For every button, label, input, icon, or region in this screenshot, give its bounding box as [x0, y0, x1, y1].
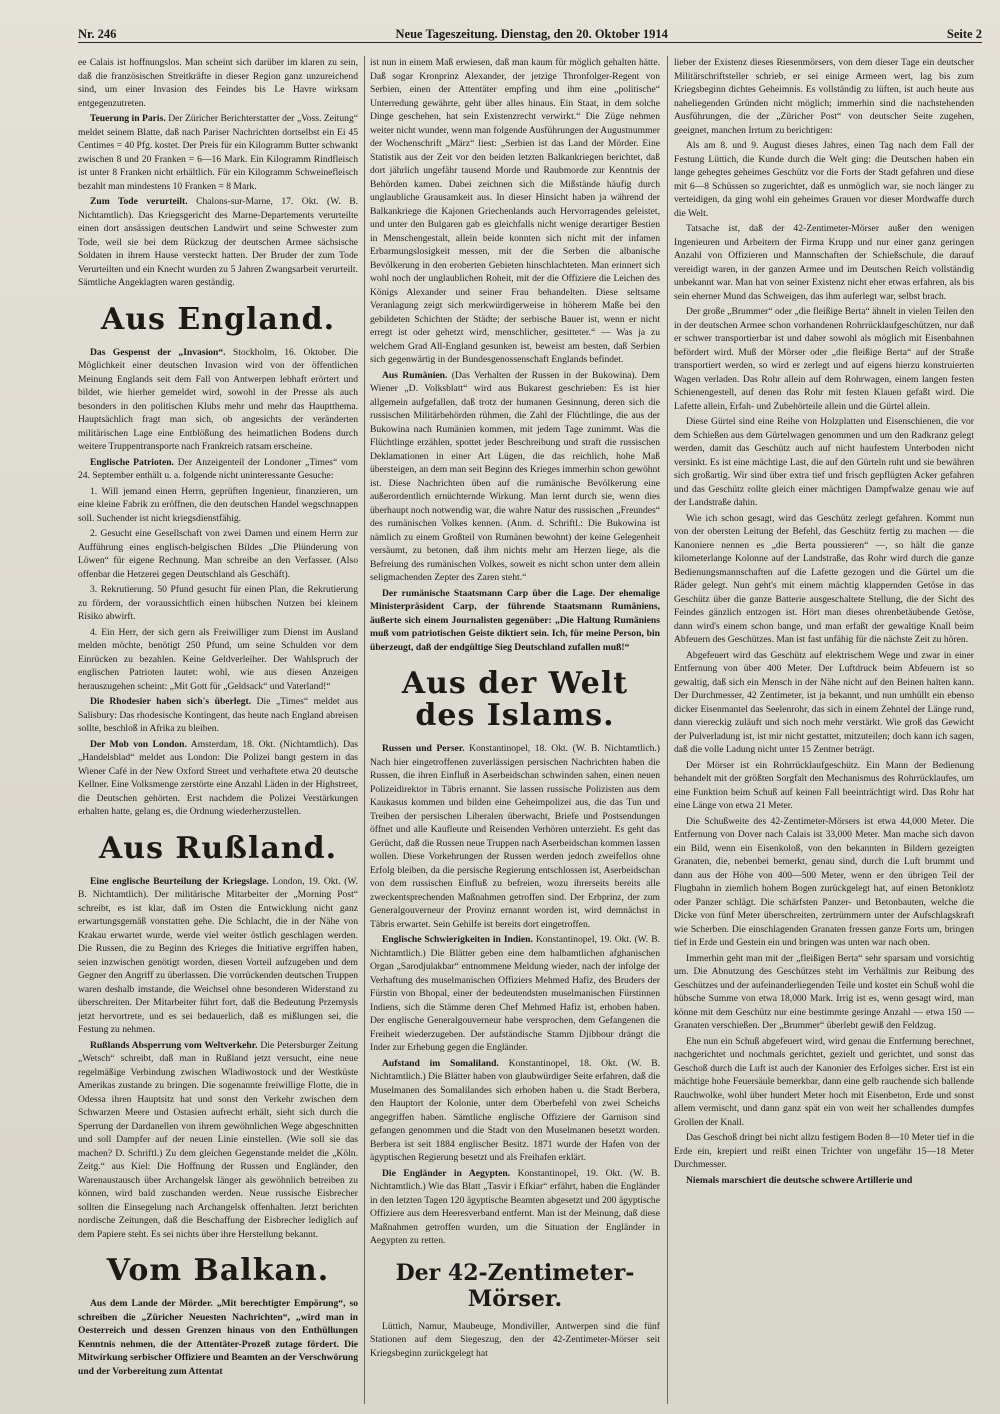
column-rule-2 — [667, 56, 668, 1404]
article-text: Konstantinopel, 18. Okt. (W. B. Nichtamtlich.) Die Blätter haben von glaubwürdiger Seite erfahren, daß die Muselmanen des Somalilandes sich erhoben haben u. die Stadt Berbera, den Hauptort der Kolonie, unter dem Oberbefehl von zwei Scheichs angegriffen haben. Sämtliche englische Offiziere der Garnison sind gefangen genommen und die Stadt von den Muselmanen besetzt worden. Berbera ist seit 1884 englischer Besitz. 1871 wurde der Hafen von der ägyptischen Regierung besetzt und als Freihafen erklärt. — [370, 1057, 660, 1163]
article-text: Stockholm, 16. Oktober. Die Möglichkeit einer deutschen Invasion wird von der öffentlichen Meinung Englands seit dem Fall von Antwerpen lebhaft erörtert und bildet, wie hierher gemeldet wird, sowohl in der Presse als auch besonders in den politischen Klubs mehr und mehr das Hauptthema. Hauptsächlich fragt man sich, ob angesichts der veränderten militärischen Lage eine Entblößung des heimatlichen Bodens durch weitere Truppentransporte nach Frankreich ratsam erscheine. — [78, 346, 358, 452]
section-heading-england: Aus England. — [100, 301, 336, 337]
article-lead: Zum Tode verurteilt. — [90, 196, 188, 207]
article-text: Die „Times“ meldet aus Salisbury: Das rhodesische Kontingent, das heute nach England abreisen sollte, beschloß in Afrika zu bleiben. — [78, 696, 358, 734]
article-lead: Aus Rumänien. — [382, 369, 448, 381]
article-text: Ehe nun ein Schuß abgefeuert wird, wird genau die Entfernung berechnet, nachgerichtet und nochmals gerichtet, gezielt und gerichtet, und sonst das Geschoß durch die Luft ist auch der Kanonier des Erfolges sicher. Erst ist ein mächtige hohe Feuersäule bemerkbar, dann eine gelb rauchende sich ballende Rauchwolke, wohl über hundert Meter hoch mit Eisenbeton, Erde und sonst allem vermischt, und dann ganz spät ein von weit her schallendes dumpfes Grollen der Knall. — [674, 1035, 974, 1128]
section-heading-islam: Aus der Welt des Islams. — [401, 666, 629, 733]
column-rule-1 — [364, 56, 365, 1404]
article-text: Die Schußweite des 42-Zentimeter-Mörsers ist etwa 44,000 Meter. Die Entfernung von Dover nach Calais ist 33,000 Meter. Man mache sich davon ein Bild, wenn ein Eisenkoloß, von den bekannten in Bildern gezeigten Granaten, die, nebenbei bemerkt, genau sind, durch die Luft brummt und dann aus der Höhe von 400—500 Meter, wenn er den übrigen Teil der Flugbahn in ziemlich hohem Bogen zurückgelegt hat, auf einen Betonklotz oder Panzer schlägt. Die schärfsten Panzer- und Betonbauten, welche die Dicke von fünf Meter überschreiten, zertrümmern unter der Aufschlagskraft wie Scherben. Die einschlagenden Granaten fressen ganze Forts um, bringen tief in Erde und Gestein ein und bringen was unten war nach oben. — [674, 815, 974, 948]
section-heading-balkan: Vom Balkan. — [106, 1253, 330, 1288]
article-text: Als am 8. und 9. August dieses Jahres, einen Tag nach dem Fall der Festung Lüttich, die Kunde durch die Welt ging: die Deutschen haben ein lange gehegtes geheimes Geschütz vor die Forts der Stadt gefahren und diese mit 6—8 Schüssen so zugerichtet, daß es unmöglich war, sie noch länger zu verteidigen, da ging wohl ein geheimes Grauen vor dieser Mordwaffe durch die Welt. — [674, 140, 974, 219]
article-text: 2. Gesucht eine Gesellschaft von zwei Damen und einem Herrn zur Aufführung eines englisch-belgischen Bildes „Die Plünderung von Löwen“ für eigene Rechnung. Man schreibe an den Verfasser. (Also offenbar die Hetzerei gegen Deutschland als Geschäft). — [78, 528, 358, 580]
article-lead: Rußlands Absperrung vom Weltverkehr. — [90, 1039, 258, 1051]
article-text: Der ehemalige Ministerpräsident Carp, der führende Staatsmann Rumäniens, äußerte sich einem Journalisten gegenüber: „Die Haltung Rumäniens muß vom patriotischen Geiste diktiert sein. Ich, für meine Person, bin überzeugt, daß der endgültige Sieg Deutschland zufallen muß!“ — [370, 587, 660, 653]
article-text: ist nun in einem Maß erwiesen, daß man kaum für möglich gehalten hätte. Daß sogar Kronprinz Alexander, der jetzige Thronfolger-Regent von Serbien, einen der Attentäter empfing und ihm eine „politische“ Unterredung gewährte, geht über alles hinaus. Ein Staat, in dem solche Dinge geschehen, hat sein Existenzrecht verwirkt.“ Die Züge nehmen weiter nicht wunder, wenn man folgende Ausführungen der Augustnummer der Wochenschrift „März“ liest: „Serbien ist das Land der Mörder. Eine Statistik aus der Zeit vor den beiden letzten Balkankriegen berichtet, daß dort jährlich ungefähr tausend Morde und Raubmorde zur Kenntnis der Behörden kamen. Dabei zeichnen sich die Mißstände häufig durch unglaubliche Grausamkeit aus. In dieser Hinsicht haben ja während der Balkankriege die Kajonen Griechenlands auch Hervorragendes geleistet, und unter den Bulgaren gab es gleichfalls nicht wenige derartiger Bestien in Menschengestalt, allein beide konnten sich nicht mit der infamen Erbarmungslosigkeit messen, mit der die Serben die albanische Bevölkerung in den eroberten Gebieten hinschlachteten. Man erinnert sich wohl noch der unglaublichen Roheit, mit der die Offiziere die Leichen des Königs Alexander und seiner Frau behandelten. Diese seltsame Veranlagung zeigt sich merkwürdigerweise in höherem Maße bei den gebildeten Schichten der Städte; der serbische Bauer ist, wenn er nicht erregt ist oder gehetzt wird, menschlicher, gesitteter.“ — Was ja zu welchem Grad All-England gesunken ist, beweist am besten, daß Serbien sich gegenwärtig in der Bundesgenossenschaft Englands befindet. — [370, 57, 660, 365]
article-paragraph — [78, 1039, 358, 1242]
article-text: Konstantinopel, 18. Okt. (W. B. Nichtamtlich.) Nach hier eingetroffenen zuverlässigen persischen Nachrichten haben die Russen, die ihren Einfluß in Aserbeidschan schwinden sahen, einen neuen Polizeidirektor in Täbris ernannt. Sie lassen russische Polizisten aus dem Kaukasus kommen und bilden eine Geheimpolizei aus, die das Tun und Treiben der persischen Liberalen überwacht, Briefe und Postsendungen öffnet und alle Kaufleute und Reisenden Verhören unterzieht. Es geht das Gerücht, daß die Russen neue Truppen nach Aserbeidschan kommen lassen wollen. Diese Vorkehrungen der Russen werden jedoch zweifellos ohne Erfolg bleiben, da die persische Regierung entschlossen ist, Aserbeidschan von dem russischen Einfluß zu befreien, wozu ihrerseits bereits alle zweckentsprechenden Maßnahmen getroffen sind. Der Erbprinz, der zum Generalgouverneur der Provinz ernannt worden ist, wird demnächst in Täbris erwartet. Sein Gehilfe ist bereits dort eingetroffen. — [370, 743, 660, 930]
article-lead: Teuerung in Paris. — [90, 113, 166, 124]
column-2 — [370, 56, 660, 1404]
article-paragraph — [370, 1057, 660, 1165]
article-paragraph — [370, 1167, 660, 1248]
article-text: (Das Verhalten der Russen in der Bukowina). Dem Wiener „D. Volksblatt“ wird aus Bukarest geschrieben: Es ist hier allgemein aufgefallen, daß trotz der humanen Gesinnung, deren sich die russischen Militärbehörden rühmen, die Zahl der Flüchtlinge, die aus der Bukowina nach Rumänien kommen, mit jedem Tage zunimmt. Was die Flüchtlinge erzählen, spottet jeder Beschreibung und straft die russischen Deklamationen in einer Art Lügen, die das reichlich, hohe Maß übersteigen, an dem man seit Beginn des Krieges immerhin schon gewöhnt ist. Diese Nachrichten üben auf die rumänische Bevölkerung eine außerordentlich ernüchternde Wirkung. Man lernt durch sie, wenn dies überhaupt noch notwendig war, die wahre Natur des russischen „Freundes“ des rumänischen Volkes kennen. (Anm. d. Schriftl.: Die Bukowina ist nämlich zu einem Großteil von Rumänen bewohnt) der keine Gelegenheit versäumt, zu betonen, daß ihm nichts mehr am Herzen liege, als die Befreiung des rumänischen Volkes, soweit es nicht schon unter dem allein seligmachenden Zepter des Zaren steht.“ — [370, 369, 660, 583]
article-text: 1. Will jemand einen Herrn, geprüften Ingenieur, finanzieren, um eine kleine Fabrik zu eröffnen, die den deutschen Handel wegschnappen soll. Suchender ist nicht kriegsdienstfähig. — [78, 485, 358, 524]
article-lead: Russen und Perser. — [382, 743, 465, 754]
article-text: Der Mörser ist ein Rohrrücklaufgeschütz. Ein Mann der Bedienung behandelt mit der größten Sorgfalt den Mechanismus des Rohrrücklaufes, um eine Funktion beim Schuß auf keinen Fall beeinträchtigt wird. Das Rohr hat eine Länge von etwa 21 Meter. — [674, 759, 974, 811]
article-lead: Der Mob von London. — [90, 738, 187, 750]
article-paragraph — [370, 369, 660, 585]
article-text: Immerhin geht man mit der „fleißigen Berta“ sehr sparsam und vorsichtig um. Die Abnutzung des Geschützes steht im Verhältnis zur Reibung des Geschützes und der aufeinanderliegenden Teile und kostet ein Schuß wohl die hübsche Summe von etwa 18,000 Mark. Irrig ist es, wenn gesagt wird, man könne mit dem Geschütz nur eine bestimmte geringe Anzahl — etwa 150 — Granaten verschießen. Der „Brummer“ überlebt gewiß den Feldzug. — [674, 952, 974, 1031]
article-text: Konstantinopel, 19. Okt. (W. B. Nichtamtlich.) Die Blätter geben eine dem halbamtlichen afghanischen Organ „Sarodjulakbar“ entnommene Meldung wieder, nach der infolge der Verhaftung des muselmanischen Offiziers Mehmed Hafiz, des Bruders der Fürstin von Bhopal, einer der bedeutendsten muselmanischen Fürstinnen Indiens, sich die Stämme deren Chef Mehmed Hafiz ist, erhoben haben. Der englische Generalgouverneur habe versprochen, dem Gefangenen die Freiheit wiederzugeben. Der aufständische Stamm Djibbour drängt die Inder zur Erhebung gegen die Engländer. — [370, 934, 660, 1053]
article-paragraph — [78, 112, 358, 193]
article-paragraph — [78, 875, 358, 1037]
article-paragraph — [78, 738, 358, 819]
article-paragraph — [78, 1297, 358, 1378]
article-paragraph — [78, 195, 358, 290]
article-text: Abgefeuert wird das Geschütz auf elektrischem Wege und zwar in einer Entfernung von über 400 Meter. Der Luftdruck beim Abfeuern ist so gewaltig, daß sich ein Mensch in der Nähe nicht auf den Beinen halten kann. Der Durchmesser, 42 Zentimeter, ist ja bekannt, und nun umhüllt ein ebenso dicker Eisenmantel das Seelenrohr, das sich in einem Zehntel der Länge rund, dann viereckig zuläuft und sich noch mehr verstärkt. Wie groß das Gewicht der Pulverladung ist, ist mir nicht gestattet, mitzuteilen; doch kann ich sagen, daß die volle Ladung nicht unter 15 Zentner beträgt. — [674, 649, 974, 755]
section-heading-russland: Aus Rußland. — [98, 830, 338, 866]
article-text: Amsterdam, 18. Okt. (Nichtamtlich). Das „Handelsblad“ meldet aus London: Die Polizei bangt gestern in das Wiener Café in der New Oxford Street und verhaftete etwa 20 deutsche Kellner. Eine Volksmenge zerstörte eine Anzahl Läden in der Highstreet, die Deutschen gehörten. Erst nachdem die Polizei Verstärkungen erhalten hatte, gelang es, die Ordnung wiederherzustellen. — [78, 738, 358, 817]
article-lead: Eine englische Beurteilung der Kriegslage. — [90, 875, 269, 887]
article-paragraph — [78, 346, 358, 454]
article-text: Der Züricher Berichterstatter der „Voss. Zeitung“ meldet seinem Blatte, daß nach Pariser Nachrichten dortselbst ein Ei 45 Centimes = 40 Pfg. kostet. Der Preis für ein Kilogramm Butter schwankt zwischen 8 und 20 Franken = 6—16 Mark. Ein Kilogramm Rindfleisch ist unter 8 Franken nicht erhältlich. Für ein Kilogramm Schweinefleisch bezahlt man mindestens 10 Franken = 8 Mark. — [78, 113, 358, 192]
article-text: „Mit berechtigter Empörung“, so schreiben die „Züricher Neuesten Nachrichten“, „wird man in Oesterreich und dessen Grenzen hinaus von den Enthüllungen Kenntnis nehmen, die der Attentäter-Prozeß zutage fördert. Die Mitwirkung serbischer Offiziere und Beamten an der Verschwörung und der Vorbereitung zum Attentat — [78, 1298, 358, 1377]
article-text: Lüttich, Namur, Maubeuge, Mondiviller, Antwerpen sind die fünf Stationen auf dem Siegeszug, den der 42-Zentimeter-Mörser seit Kriegsbeginn zurückgelegt hat — [370, 1320, 660, 1359]
column-1 — [78, 56, 358, 1404]
article-text: 4. Ein Herr, der sich gern als Freiwilliger zum Dienst im Ausland melden möchte, benötigt 250 Pfund, um seine Schulden vor dem Einrücken zu bezahlen. Keine Geldverleiher. Der Wahlspruch der englischen Patrioten lautet: wohl, wie aus diesen Anzeigen herauszugehen scheint: „Mit Gott für „Geldsack“ und Vaterland!“ — [78, 626, 358, 692]
column-3 — [674, 56, 974, 1404]
page-label: Seite 2 — [946, 27, 982, 41]
article-text: ee Calais ist hoffnungslos. Man scheint sich darüber im klaren zu sein, daß die französischen Streitkräfte in dieser Region ganz unzureichend sind, um einer Invasion des Feindes bis Le Havre wirksam entgegenzutreten. — [78, 57, 358, 109]
article-text: Das Geschoß dringt bei nicht allzu festigem Boden 8—10 Meter tief in die Erde ein, krepiert und reißt einen Trichter von ungefähr 15—18 Meter Durchmesser. — [674, 1132, 974, 1170]
article-text: lieber der Existenz dieses Riesenmörsers, von dem dieser Tage ein deutscher Militärschriftsteller schrieb, er sei einige Armeen wert, lag bis zum Kriegsbeginn dichtes Geheimnis. Es vollständig zu lüften, ist auch heute aus naheliegenden Gründen nicht möglich; immerhin sind die nachstehenden Ausführungen, die der „Züricher Post“ von deutscher Seite zugehen, geeignet, manchen Irrtum zu berichtigen: — [674, 57, 974, 136]
paper-title: Neue Tageszeitung. Dienstag, den 20. Oktober 1914 — [395, 27, 668, 41]
article-lead: Englische Patrioten. — [90, 456, 174, 468]
article-text: 3. Rekrutierung. 50 Pfund gesucht für einen Plan, die Rekrutierung zu fördern, der voraussichtlich einen hübschen Nutzen bei kleinem Risiko abwirft. — [78, 584, 358, 622]
article-text: Tatsache ist, daß der 42-Zentimeter-Mörser außer den wenigen Ingenieuren und Arbeitern der Firma Krupp und nur einer ganz geringen Anzahl von Offizieren und Mannschaften der Schießschule, die darauf vereidigt waren, in der ganzen Armee und im Deutschen Reich vollständig unbekannt war. Man hat von seiner Existenz nicht eher etwas erfahren, als bis sein eherner Mund das Schweigen, das ihm auferlegt war, selbst brach. — [674, 223, 974, 302]
article-lead: Aus dem Lande der Mörder. — [90, 1298, 213, 1309]
article-paragraph — [370, 742, 660, 931]
article-lead: Der rumänische Staatsmann Carp über die Lage. — [382, 587, 596, 599]
article-lead: Aufstand im Somaliland. — [382, 1057, 499, 1069]
page-number: Nr. 246 — [78, 27, 117, 41]
article-text: Die Petersburger Zeitung „Wetsch“ schreibt, daß man in Rußland jetzt versucht, eine neue regelmäßige Verbindung zwischen Wladiwostock und der Westküste Amerikas zustande zu bringen. Die sogenannte freiwillige Flotte, die in Odessa ihren Hauptsitz hat und sonst den Verkehr zwischen dem Schwarzen Meere und Ostasien aufrecht erhält, sieht sich durch die Sperrung der Dardanellen von ihrem gewöhnlichen Wege abgeschnitten und soll Dampfer auf der neuen Linie einstellen. (Wie soll sie das machen? D. Schriftl.) Zu dem gleichen Gegenstande meldet die „Köln. Zeitg.“ aus Kiel: Die Hoffnung der Russen und Engländer, den Warenaustausch über Archangelsk länger als gewöhnlich betreiben zu können, wird bald zuschanden werden. Neue russische Eisbrecher sollten die Einsegelung nach Archangelsk offenhalten. Jetzt berichten nordische Zeitungen, daß die Beschaffung der Eisbrecher lediglich auf dem Papiere steht. Es sei nichts über ihre Herstellung bekannt. — [78, 1039, 358, 1240]
article-lead: Die Engländer in Aegypten. — [382, 1167, 511, 1179]
article-text: Wie ich schon gesagt, wird das Geschütz zerlegt gefahren. Kommt nun von der obersten Leitung der Befehl, das Geschütz fertig zu machen — die Kanoniere nennen es „die Berta poussieren“ —, so hält die ganze kilometerlange Kolonne auf der Landstraße, das Rohr wird durch die ganze Bedienungsmannschaften auf die Lafette gezogen und die Gürtel um die Räder gelegt. Nun geht's mit einem mächtig klappernden Getöse in das Geschütz über die ganze Batterie ausgeschaltete Stellung, die der Sicht des Feindes gänzlich entzogen ist. Hört man dieses ohrenbetäubende Getöse, dann wird's einem schon bange, und man erfaßt der gewaltige Knall beim Abfeuern des Geschützes. Man ist fast unfähig für die nächste Zeit zu hören. — [674, 512, 974, 645]
article-text: London, 19. Okt. (W. B. Nichtamtlich). Der militärische Mitarbeiter der „Morning Post“ schreibt, es ist klar, daß im Osten die Entwicklung nicht ganz erwartungsgemäß vonstatten gehe. Die Schlacht, die in der Nähe von Krakau erwartet wurde, werde viel weiter östlich geschlagen werden. Die Russen, die zu Beginn des Krieges die Initiative ergriffen haben, seien inzwischen genötigt worden, diesen Vorteil aufzugeben und dem Gegner den Angriff zu überlassen. Die vorrückenden deutschen Truppen waren deshalb imstande, die Weichsel ohne besonderen Widerstand zu überschreiten. Der Mitarbeiter führt fort, daß die Bedeutung Przemysls jetzt hervortrete, und es sei bedauerlich, daß es mißlungen sei, die Festung zu nehmen. — [78, 875, 358, 1035]
article-lead: Das Gespenst der „Invasion“. — [90, 346, 226, 358]
article-paragraph — [370, 587, 660, 655]
article-lead: Die Rhodesier haben sich's überlegt. — [90, 696, 252, 707]
article-paragraph — [78, 695, 358, 736]
article-text: Der Anzeigenteil der Londoner „Times“ vom 24. September enthält u. a. folgende nicht uninteressante Gesuche: — [78, 456, 358, 481]
article-text: Diese Gürtel sind eine Reihe von Holzplatten und Eisenschienen, die vor dem Schießen aus dem Gürtelwagen genommen und um den Radkranz gelegt werden, damit das Geschütz auch auf nicht haufestem Unterboden nicht versinkt. Es ist eine mächtige Last, die auf den Gürteln ruht und sie bewähren sich großartig. Wir sind über extra tief und frisch gepflügten Acker gefahren und das Geschütz rollte gleich einer mächtigen Dampfwalze genau wie auf der Landstraße dahin. — [674, 416, 974, 508]
masthead — [78, 20, 982, 43]
article-paragraph — [370, 933, 660, 1055]
article-text: Konstantinopel, 19. Okt. (W. B. Nichtamtlich.) Wie das Blatt „Tasvir i Efkiar“ erfährt, haben die Engländer in den letzten Tagen 120 ägyptische Beamten abgesetzt und 200 ägyptische Offiziere aus dem Heeresverband entfernt. Man ist der Meinung, daß diese Maßnahmen getroffen wurden, um die Situation der Engländer in Aegypten zu retten. — [370, 1167, 660, 1246]
article-text: Chalons-sur-Marne, 17. Okt. (W. B. Nichtamtlich). Das Kriegsgericht des Marne-Departements verurteilte einen dort ansässigen deutschen Landwirt und seine Schwester zum Tode, weil sie bei dem Rückzug der deutschen Armee sächsische Soldaten in ihrem Hause versteckt hatten. Der Bruder der zum Tode Verurteilten und ein Knecht wurden zu 5 Jahren Zwangsarbeit verurteilt. Sämtliche Angeklagten waren geständig. — [78, 196, 358, 288]
article-text: Der große „Brummer“ oder „die fleißige Berta“ ähnelt in vielen Teilen den in der deutschen Armee schon vorhandenen Rohrrücklaufgeschützen, nur daß er schwer transportierbar ist und daher sowohl als möglich mit Eisenbahnen befördert wird. Muß der Mörser oder „die fleißige Berta“ auf der Straße transportiert werden, so wird er zerlegt und auf eigens hierzu konstruierten Wagen verladen. Das Rohr allein auf dem Rohrwagen, einem langen festen Schienengestell, auf denen das Rohr mit festen Klauen gefaßt wird. Die Lafette allein, Erfah- und Zubehörteile allein und die Gürtel allein. — [674, 306, 974, 412]
article-paragraph — [78, 456, 358, 483]
article-text: Niemals marschiert die deutsche schwere Artillerie und — [686, 1174, 913, 1186]
section-heading-moerser: Der 42-Zentimeter-Mörser. — [395, 1259, 635, 1312]
article-lead: Englische Schwierigkeiten in Indien. — [382, 934, 533, 945]
